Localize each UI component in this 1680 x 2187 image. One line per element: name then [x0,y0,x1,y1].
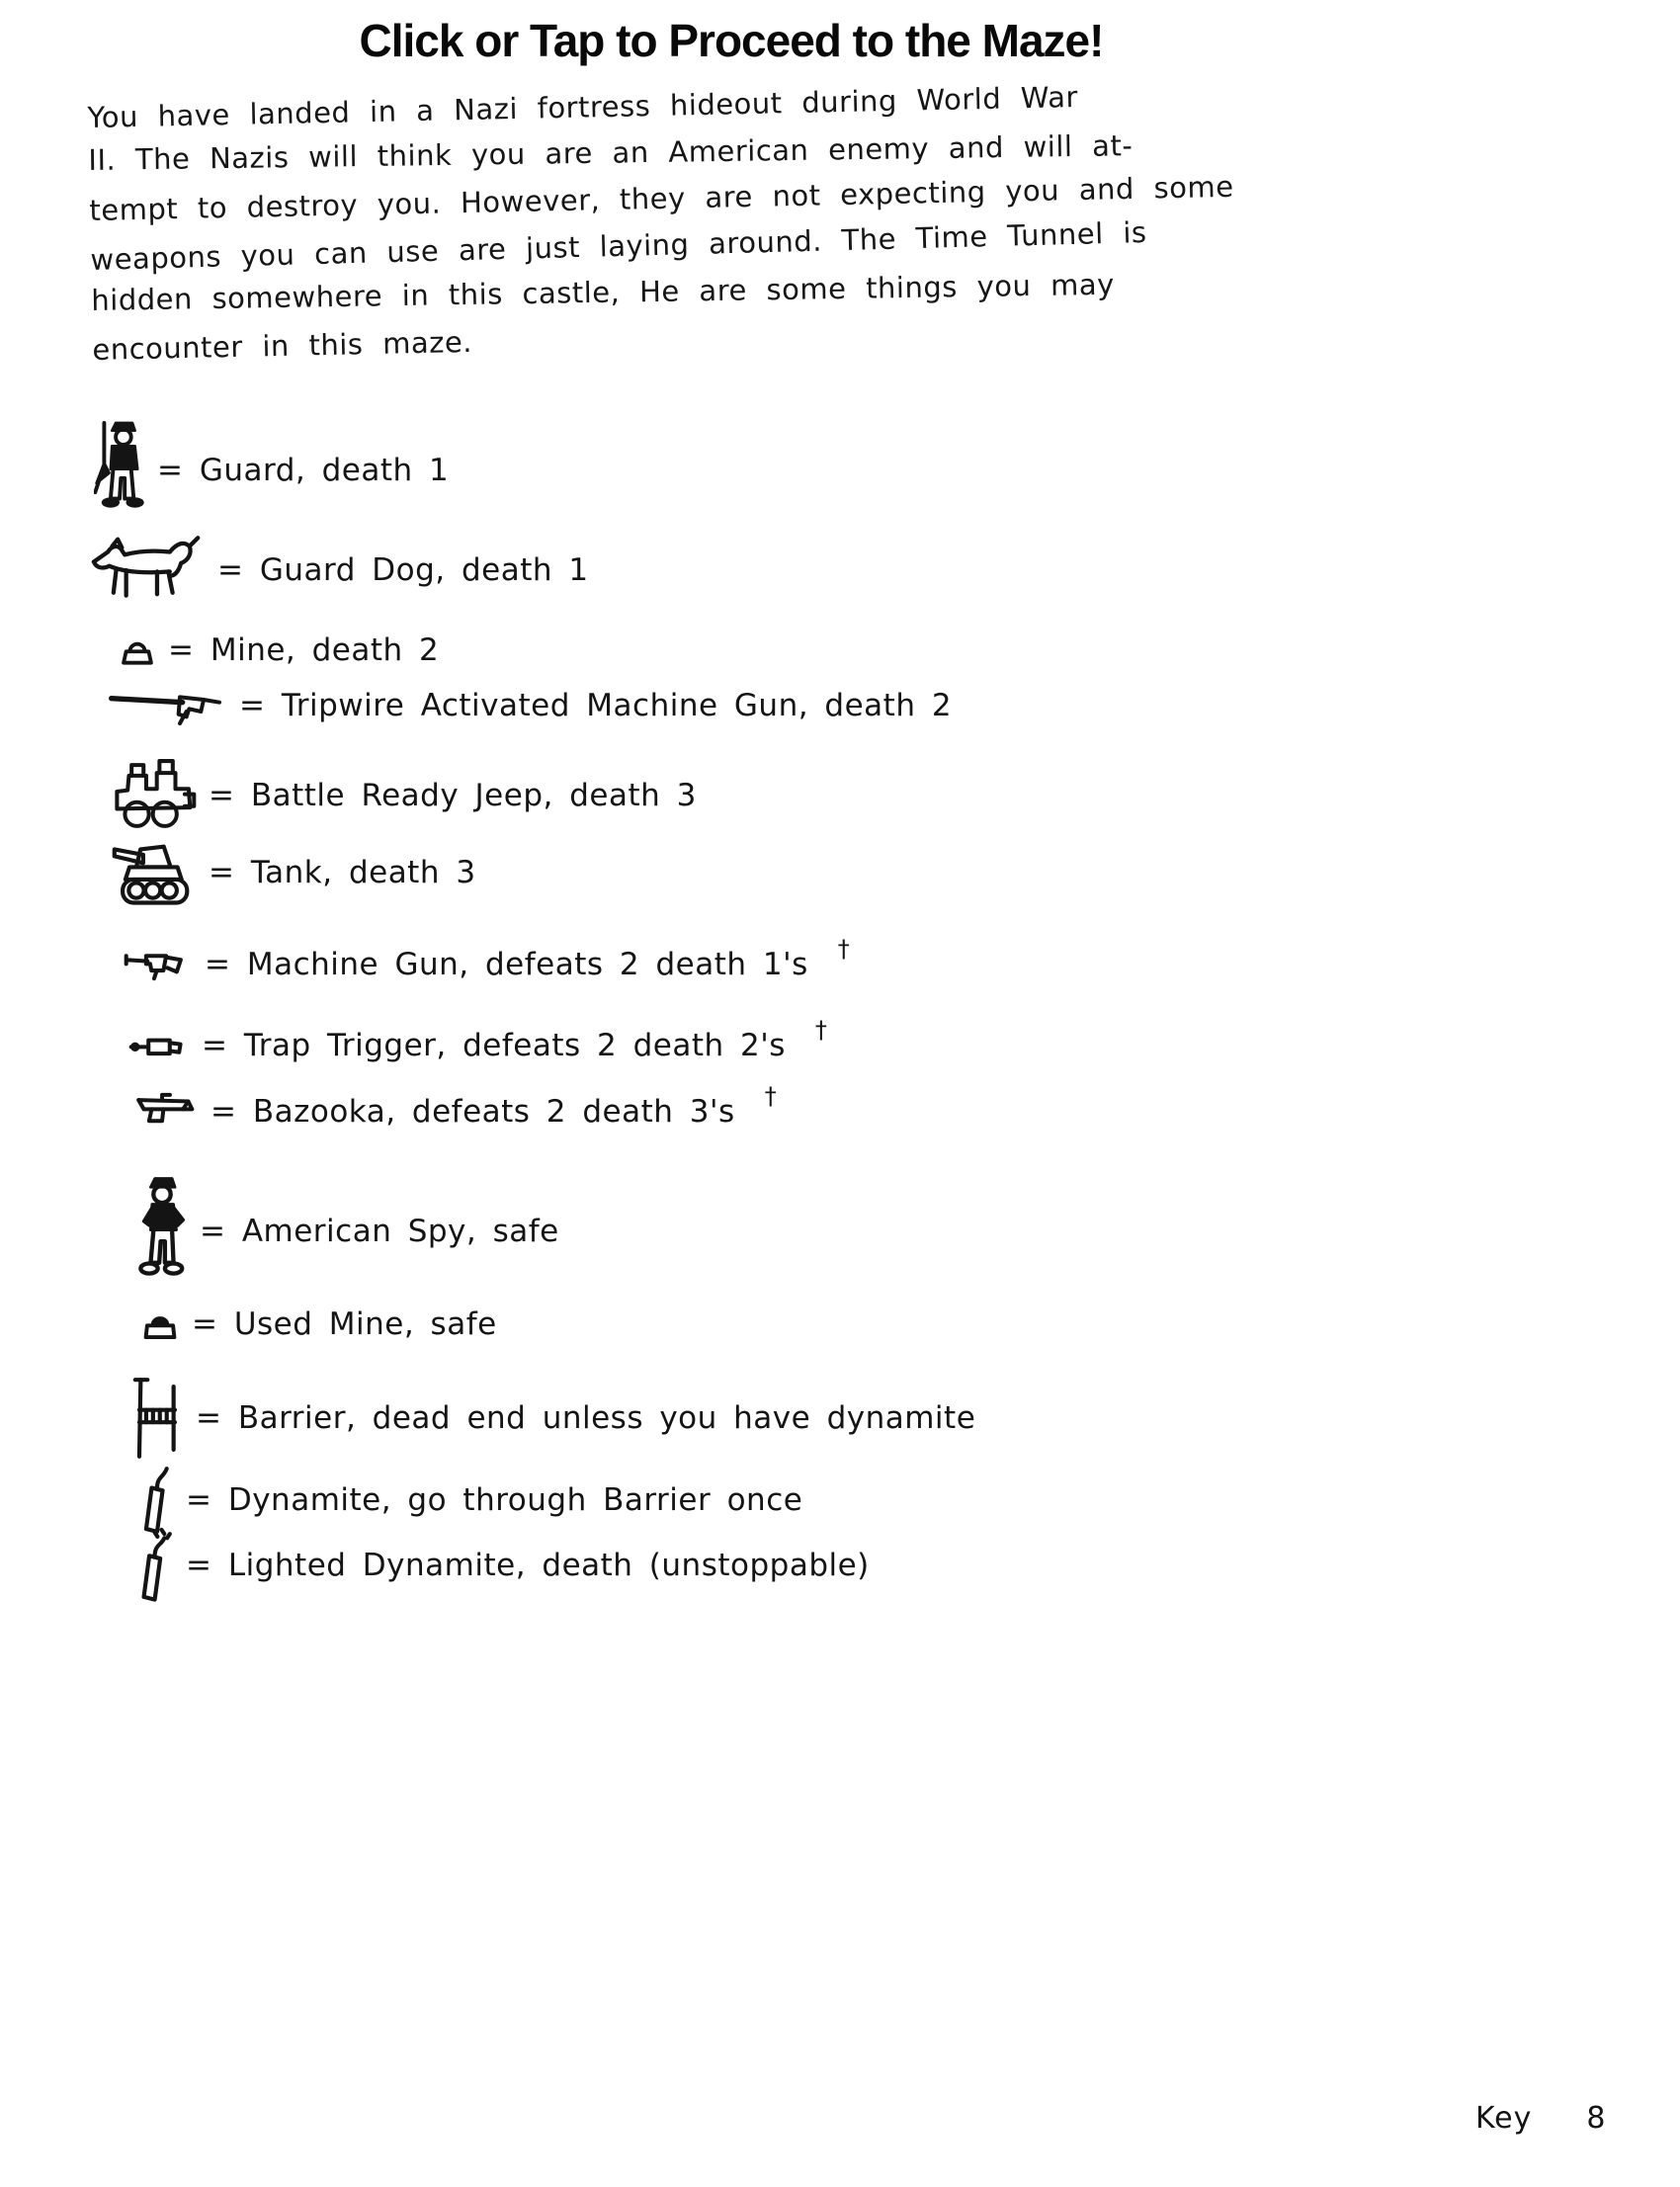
dynamite-icon [140,1465,174,1536]
key-row-guard-dog [89,534,589,607]
footer-key-label: Key [1475,2101,1533,2136]
footer-page-number: 8 [1586,2101,1607,2136]
machine-gun-icon [124,948,193,981]
key-label: = Dynamite, go through Barrier once [186,1482,803,1518]
intro-line: You have landed in a Nazi fortress hideout during World War [87,80,1079,134]
key-label: = Lighted Dynamite, death (unstoppable) [186,1548,870,1583]
key-row-bazooka [133,1082,777,1132]
tripwire-machine-gun-icon [109,684,227,727]
barrier-icon [130,1376,184,1461]
dagger-mark: † [837,935,850,963]
used-mine-icon [140,1307,180,1341]
key-label: = Bazooka, defeats 2 death 3's [210,1094,735,1130]
key-label: = Tank, death 3 [209,855,476,890]
american-spy-icon [136,1174,188,1289]
key-row-american-spy [136,1174,559,1289]
intro-line: II. The Nazis will think you are an American enemy and will at- [88,128,1134,177]
intro-line: weapons you can use are just laying around. The Time Tunnel is [90,214,1147,277]
key-label: = Tripwire Activated Machine Gun, death 2 [239,688,953,723]
mine-icon [119,633,156,667]
tank-icon [112,838,197,907]
guard-icon [94,417,145,524]
key-label: = Trap Trigger, defeats 2 death 2's [202,1028,786,1063]
key-row-machine-gun [124,935,850,982]
page-footer [1475,2101,1606,2136]
key-row-tripwire-machine-gun [109,684,952,727]
key-label: = Battle Ready Jeep, death 3 [209,778,697,813]
key-label: = Barrier, dead end unless you have dynamite [196,1400,976,1436]
lighted-dynamite-icon [138,1527,174,1604]
page-title[interactable]: Click or Tap to Proceed to the Maze! [359,15,1104,66]
dagger-mark: † [814,1016,827,1044]
key-label: = American Spy, safe [200,1214,559,1249]
key-label: = Guard Dog, death 1 [217,552,589,588]
key-label: = Mine, death 2 [168,632,440,668]
trap-trigger-icon [128,1031,190,1060]
key-row-dynamite [140,1465,802,1536]
key-label: = Machine Gun, defeats 2 death 1's [205,947,808,982]
intro-line: hidden somewhere in this castle, He are some things you may [91,267,1116,317]
battle-ready-jeep-icon [112,756,197,835]
key-row-mine [119,632,439,668]
intro-line: tempt to destroy you. However, they are not expecting you and some [89,169,1234,227]
dagger-mark: † [764,1082,777,1110]
bazooka-icon [133,1092,199,1132]
guard-dog-icon [89,534,206,607]
key-row-used-mine [140,1306,497,1342]
intro-line: encounter in this maze. [92,324,473,367]
intro-paragraph [87,71,1234,374]
key-row-tank [112,838,476,907]
key-row-lighted-dynamite [138,1527,870,1604]
key-row-battle-ready-jeep [112,756,697,835]
key-label: = Guard, death 1 [157,453,450,488]
key-row-guard [94,417,449,524]
key-row-barrier [130,1376,975,1461]
key-label: = Used Mine, safe [192,1306,497,1342]
key-row-trap-trigger [128,1016,827,1063]
